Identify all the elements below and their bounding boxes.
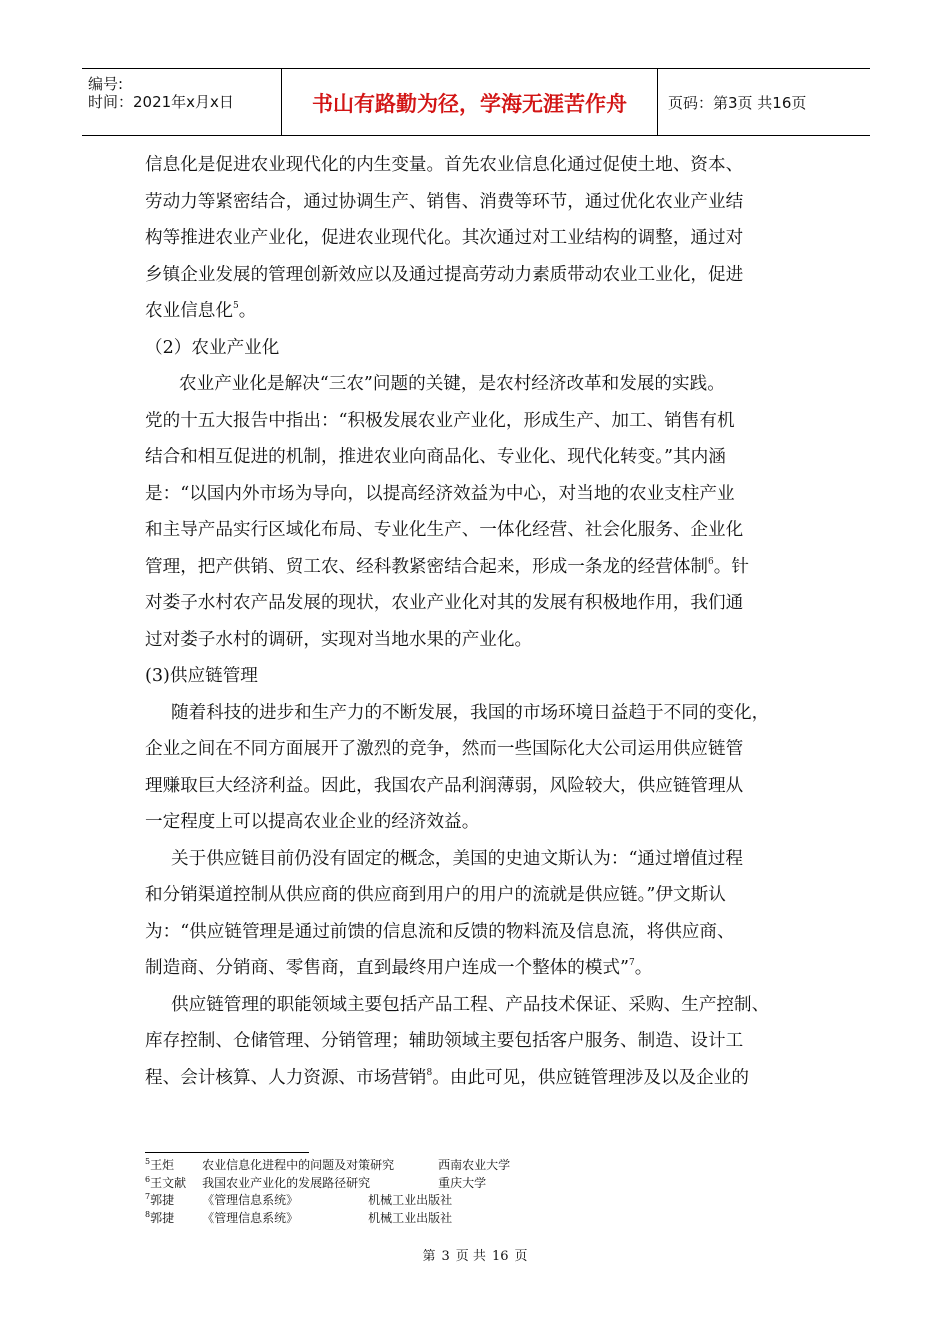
footnote-ref[interactable]: 5 <box>232 301 239 311</box>
header-meta-cell <box>82 69 282 135</box>
page-prefix: 第 <box>422 1249 436 1264</box>
footnote-source: 机械工业出版社 <box>368 1210 453 1225</box>
document-body <box>145 147 815 1096</box>
body-line <box>145 293 815 330</box>
body-line <box>145 1023 815 1060</box>
footnote-number: 7 <box>145 1192 151 1201</box>
body-line-text: 乡镇企业发展的管理创新效应以及通过提高劳动力素质带动农业工业化，促进 <box>145 264 744 285</box>
body-line <box>145 950 815 987</box>
body-line-text: 制造商、分销商、零售商，直到最终用户连成一个整体的模式” <box>145 958 630 978</box>
body-line-text: (3)供应链管理 <box>145 666 258 686</box>
body-line <box>145 403 815 440</box>
header-motto: 书山有路勤为径，学海无涯苦作舟 <box>282 69 658 135</box>
body-line-text: （2）农业产业化 <box>145 337 280 358</box>
body-line <box>145 330 815 367</box>
body-line-text: 程、会计核算、人力资源、市场营销 <box>145 1067 427 1088</box>
body-line-text: 对娄子水村农产品发展的现状，农业产业化对其的发展有积极地作用，我们通 <box>145 593 744 613</box>
page-middle: 页 共 <box>455 1249 486 1264</box>
body-line <box>145 804 815 841</box>
body-line-text: 一定程度上可以提高农业企业的经济效益。 <box>145 812 480 832</box>
footnote <box>145 1192 745 1210</box>
footnote-source: 西南农业大学 <box>438 1158 511 1172</box>
body-line-tail: 。 <box>634 958 653 978</box>
body-line-text: 企业之间在不同方面展开了激烈的竞争，然而一些国际化大公司运用供应链管 <box>145 739 744 759</box>
footnote-title: 《管理信息系统》 <box>202 1210 299 1225</box>
body-line-text: 结合和相互促进的机制，推进农业向商品化、专业化、现代化转变。”其内涵 <box>145 447 726 467</box>
body-line <box>145 512 815 549</box>
header-page-code: 页码：第3页 共16页 <box>668 94 807 112</box>
body-line <box>145 768 815 805</box>
footnote-number: 5 <box>145 1157 151 1166</box>
footnote-title: 《管理信息系统》 <box>202 1193 299 1207</box>
footnote <box>145 1210 745 1228</box>
body-line-tail: 。 <box>238 301 257 321</box>
body-line-text: 是：“以国内外市场为导向，以提高经济效益为中心，对当地的农业支柱产业 <box>145 483 735 504</box>
footnote-ref[interactable]: 8 <box>426 1067 433 1078</box>
body-line-tail: 。由此可见，供应链管理涉及以及企业的 <box>432 1067 749 1088</box>
body-line <box>145 476 815 513</box>
body-line <box>145 877 815 914</box>
page-total: 16 <box>491 1249 509 1264</box>
footnote-author: 王炬 <box>150 1158 175 1172</box>
body-line-text: 过对娄子水村的调研，实现对当地水果的产业化。 <box>145 629 533 650</box>
body-line-text: 库存控制、仓储管理、分销管理；辅助领域主要包括客户服务、制造、设计工 <box>145 1031 744 1051</box>
body-line-text: 供应链管理的职能领域主要包括产品工程、产品技术保证、采购、生产控制、 <box>171 994 770 1015</box>
footnote-title: 我国农业产业化的发展路径研究 <box>202 1175 371 1190</box>
footnote-number: 8 <box>145 1209 151 1219</box>
body-line-text: 关于供应链目前仍没有固定的概念，美国的史迪文斯认为：“通过增值过程 <box>171 848 743 869</box>
body-line <box>145 987 815 1024</box>
footnote-source: 重庆大学 <box>438 1175 487 1190</box>
body-line <box>145 220 815 257</box>
footnote-number: 6 <box>145 1174 151 1184</box>
body-line-text: 农业产业化是解决“三农”问题的关键，是农村经济改革和发展的实践。 <box>179 374 725 394</box>
header-table <box>82 68 870 136</box>
body-line <box>145 184 815 221</box>
footnote-author: 王文献 <box>150 1175 187 1190</box>
body-line <box>145 257 815 294</box>
body-line-text: 构等推进农业产业化，促进农业现代化。其次通过对工业结构的调整，通过对 <box>145 228 744 248</box>
body-line-text: 和分销渠道控制从供应商的供应商到用户的用户的流就是供应链。”伊文斯认 <box>145 885 726 905</box>
body-line-text: 和主导产品实行区域化布局、专业化生产、一体化经营、社会化服务、企业化 <box>145 520 744 540</box>
footnote-ref[interactable]: 7 <box>629 958 635 968</box>
footnote-author: 郭捷 <box>150 1210 175 1225</box>
page-number-footer <box>0 1245 950 1264</box>
time-label: 时间：2021年x月x日 <box>88 93 234 111</box>
body-line <box>145 585 815 622</box>
body-line <box>145 841 815 878</box>
page-current: 3 <box>441 1249 450 1264</box>
body-line-text: 信息化是促进农业现代化的内生变量。首先农业信息化通过促使土地、资本、 <box>145 155 744 175</box>
body-line-text: 为：“供应链管理是通过前馈的信息流和反馈的物料流及信息流，将供应商、 <box>145 921 735 942</box>
footnote-divider <box>145 1152 309 1153</box>
body-line <box>145 549 815 586</box>
body-line <box>145 622 815 659</box>
body-line-text: 党的十五大报告中指出：“积极发展农业产业化，形成生产、加工、销售有机 <box>145 410 735 431</box>
footnote <box>145 1175 745 1193</box>
footnote-ref[interactable]: 6 <box>708 556 714 567</box>
body-line <box>145 914 815 951</box>
body-line-text: 理赚取巨大经济利益。因此，我国农产品利润薄弱，风险较大，供应链管理从 <box>145 775 744 796</box>
page-suffix: 页 <box>514 1249 528 1264</box>
footnote-author: 郭捷 <box>150 1193 175 1207</box>
body-line <box>145 1060 815 1097</box>
number-label: 编号: <box>88 75 124 93</box>
body-line <box>145 731 815 768</box>
body-line-text: 农业信息化 <box>145 301 233 321</box>
body-line <box>145 147 815 184</box>
body-line <box>145 658 815 695</box>
body-line <box>145 366 815 403</box>
body-line-tail: 。针 <box>713 556 749 577</box>
footnote <box>145 1157 745 1175</box>
footnote-title: 农业信息化进程中的问题及对策研究 <box>202 1158 395 1172</box>
body-line <box>145 439 815 476</box>
body-line-text: 随着科技的进步和生产力的不断发展，我国的市场环境日益趋于不同的变化， <box>171 702 770 723</box>
footnote-source: 机械工业出版社 <box>368 1193 453 1207</box>
footnotes <box>145 1157 745 1227</box>
body-line-text: 管理，把产供销、贸工农、经科教紧密结合起来，形成一条龙的经营体制 <box>145 556 709 577</box>
body-line-text: 劳动力等紧密结合，通过协调生产、销售、消费等环节，通过优化农业产业结 <box>145 191 744 212</box>
body-line <box>145 695 815 732</box>
